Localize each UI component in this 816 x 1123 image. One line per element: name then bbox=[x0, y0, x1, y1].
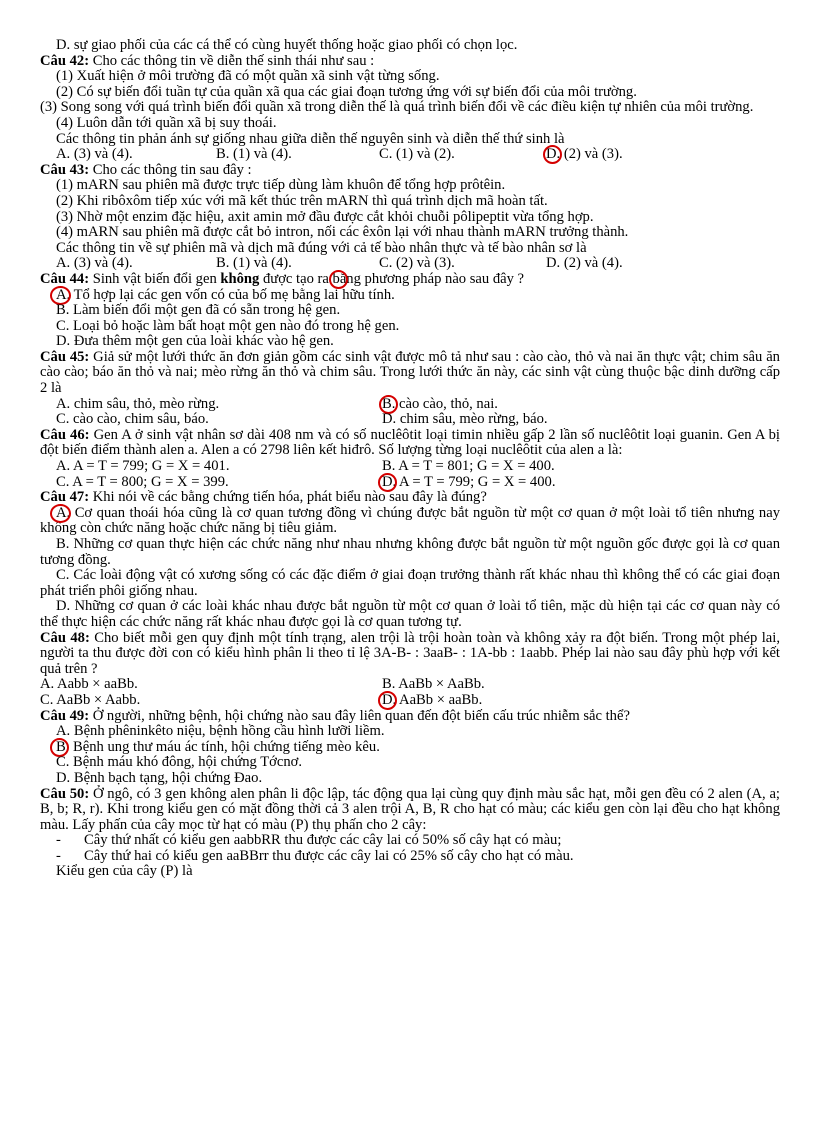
q48-option-a: A. Aabb × aaBb. bbox=[40, 676, 138, 693]
question-48-stem bbox=[40, 631, 780, 678]
exam-page bbox=[40, 38, 780, 880]
question-46-label: Câu 46: bbox=[40, 426, 90, 443]
question-48-text: Cho biết mỗi gen quy định một tính trạng, alen trội là trội hoàn toàn và không xảy ra đột biến. Trong một phép lai, người ta thu được đời con có kiểu hình phân li theo tỉ lệ 3A-B- : 3aaB- : 1A-bb : 1aabb. Phép lai nào sau đây phù hợp với kết quả trên ? bbox=[40, 629, 780, 677]
q45-option-c: C. cào cào, chim sâu, báo. bbox=[56, 411, 209, 428]
question-49-label: Câu 49: bbox=[40, 707, 90, 724]
q45-options-row-2 bbox=[40, 412, 780, 428]
question-44-keyword: không bbox=[220, 270, 260, 287]
q47-option-b: B. Những cơ quan thực hiện các chức năng như nhau nhưng không được bắt nguồn từ một nguồn gốc được gọi là cơ quan tương đồng. bbox=[40, 536, 780, 568]
q50-point-2-text: Cây thứ hai có kiểu gen aaBBrr thu được các cây lai có 25% số cây cho hạt có màu. bbox=[84, 847, 574, 864]
q48-options-row-2 bbox=[40, 693, 780, 709]
question-46-stem bbox=[40, 428, 780, 459]
q42-question: Các thông tin phản ánh sự giống nhau giữa diễn thế nguyên sinh và diễn thế thứ sinh là bbox=[56, 130, 565, 147]
question-45-text: Giả sử một lưới thức ăn đơn giản gồm các sinh vật được mô tả như sau : cào cào, thỏ và nai ăn thực vật; chim sâu ăn cào cào; báo ăn thỏ và nai; mèo rừng ăn thỏ và chim sâu. Trong lưới thức ăn này, các sinh vật cùng thuộc bậc dinh dưỡng cấp 2 là bbox=[40, 348, 780, 397]
q43-statement-2: (2) Khi ribôxôm tiếp xúc với mã kết thúc trên mARN thì quá trình dịch mã hoàn tất. bbox=[56, 192, 548, 209]
q48-option-b: B. AaBb × AaBb. bbox=[382, 676, 485, 693]
q43-option-a: A. (3) và (4). bbox=[56, 255, 133, 272]
q42-options bbox=[40, 147, 780, 163]
q46-options-row-1 bbox=[40, 459, 780, 475]
q48-option-d: D. AaBb × aaBb. bbox=[382, 693, 482, 709]
q43-statement-3: (3) Nhờ một enzim đặc hiệu, axit amin mở đầu được cắt khỏi chuỗi pôlipeptit vừa tổng hợp. bbox=[56, 208, 594, 225]
q47-option-d: D. Những cơ quan ở các loài khác nhau được bắt nguồn từ một cơ quan ở loài tổ tiên, mặc dù hiện tại các cơ quan này có thể thực hiện các chức năng rất khác nhau được gọi là cơ quan tương tự. bbox=[40, 598, 780, 630]
question-43-label: Câu 43: bbox=[40, 161, 90, 178]
bullet-dash: - bbox=[56, 847, 61, 864]
q50-point-1-text: Cây thứ nhất có kiểu gen aabbRR thu được các cây lai có 50% số cây hạt có màu; bbox=[84, 832, 562, 849]
q42-option-c: C. (1) và (2). bbox=[379, 146, 455, 163]
q43-statement-4: (4) mARN sau phiên mã được cắt bỏ intron, nối các êxôn lại với nhau thành mARN trưởng thành. bbox=[56, 224, 629, 241]
question-45-label: Câu 45: bbox=[40, 348, 90, 365]
question-46-text: Gen A ở sinh vật nhân sơ dài 408 nm và có số nuclêôtit loại timin nhiều gấp 2 lần số nuclêôtit loại guanin. Gen A bị đột biến điểm thành alen a. Alen a có 2798 liên kết hiđrô. Số lượng từng loại nuclêôtit của alen a là: bbox=[40, 426, 780, 459]
q42-statement-1: (1) Xuất hiện ở môi trường đã có một quần xã sinh vật từng sống. bbox=[56, 68, 440, 85]
q48-option-c: C. AaBb × Aabb. bbox=[40, 691, 141, 708]
q45-option-d: D. chim sâu, mèo rừng, báo. bbox=[382, 411, 548, 428]
question-50-label: Câu 50: bbox=[40, 785, 90, 802]
q49-option-b: B. Bệnh ung thư máu ác tính, hội chứng tiếng mèo kêu. bbox=[40, 740, 780, 756]
q42-option-b: B. (1) và (4). bbox=[216, 146, 292, 163]
question-44-text-post: được tạo ra bằng phương pháp nào sau đây ? bbox=[259, 270, 525, 287]
q41-option-d: D. sự giao phối của các cá thể có cùng huyết thống hoặc giao phối có chọn lọc. bbox=[56, 37, 518, 53]
q43-question: Các thông tin về sự phiên mã và dịch mã đúng với cả tế bào nhân thực và tế bào nhân sơ là bbox=[56, 239, 587, 256]
q45-options-row-1 bbox=[40, 397, 780, 413]
q49-option-d: D. Bệnh bạch tạng, hội chứng Đao. bbox=[56, 769, 263, 786]
question-45-stem bbox=[40, 350, 780, 397]
q46-option-b: B. A = T = 801; G = X = 400. bbox=[382, 458, 555, 475]
question-43-text: Cho các thông tin sau đây : bbox=[89, 161, 252, 178]
question-49-text: Ở người, những bệnh, hội chứng nào sau đây liên quan đến đột biến cấu trúc nhiễm sắc thể? bbox=[89, 707, 630, 724]
question-50-stem bbox=[40, 787, 780, 834]
q45-option-a: A. chim sâu, thỏ, mèo rừng. bbox=[56, 395, 220, 412]
q43-option-b: B. (1) và (4). bbox=[216, 255, 292, 272]
question-42-stem bbox=[40, 54, 780, 70]
q43-statement-1: (1) mARN sau phiên mã được trực tiếp dùng làm khuôn để tổng hợp prôtêin. bbox=[56, 177, 506, 194]
question-47-stem bbox=[40, 490, 780, 506]
q49-option-c: C. Bệnh máu khó đông, hội chứng Tớcnơ. bbox=[56, 754, 303, 771]
question-44-label: Câu 44: bbox=[40, 270, 90, 287]
q49-option-a: A. Bệnh phêninkêto niệu, bệnh hồng cầu hình lưỡi liềm. bbox=[56, 723, 385, 740]
question-44-stem bbox=[40, 272, 780, 288]
question-49-stem bbox=[40, 709, 780, 725]
q47-option-a: A. Cơ quan thoái hóa cũng là cơ quan tương đồng vì chúng được bắt nguồn từ một cơ quan ở một loài tổ tiên nhưng nay không còn chức năng hoặc chức năng bị tiêu giảm. bbox=[40, 504, 780, 537]
q44-option-c: C. Loại bỏ hoặc làm bất hoạt một gen nào đó trong hệ gen. bbox=[56, 317, 400, 334]
q45-option-b: B. cào cào, thỏ, nai. bbox=[382, 397, 498, 413]
q48-options-row-1 bbox=[40, 677, 780, 693]
question-47-label: Câu 47: bbox=[40, 489, 90, 506]
q44-option-d: D. Đưa thêm một gen của loài khác vào hệ gen. bbox=[56, 333, 334, 350]
question-44-text-pre: Sinh vật biến đổi gen bbox=[89, 270, 221, 287]
question-48-label: Câu 48: bbox=[40, 629, 90, 646]
q50-point-1 bbox=[40, 833, 780, 849]
q46-option-c: C. A = T = 800; G = X = 399. bbox=[56, 473, 229, 490]
q50-point-2 bbox=[40, 849, 780, 865]
q46-option-a: A. A = T = 799; G = X = 401. bbox=[56, 458, 230, 475]
q47-option-c: C. Các loài động vật có xương sống có các đặc điểm ở giai đoạn trưởng thành rất khác nhau thì không thể có các giai đoạn phát triển phôi giống nhau. bbox=[40, 567, 780, 599]
q42-statement-3: (3) Song song với quá trình biến đổi quần xã trong diễn thế là quá trình biến đổi về các điều kiện tự nhiên của môi trường. bbox=[40, 99, 754, 116]
q42-option-d: D. (2) và (3). bbox=[546, 147, 623, 163]
answer-circle-mark bbox=[50, 504, 71, 523]
question-50-text: Ở ngô, có 3 gen không alen phân li độc lập, tác động qua lại cùng quy định màu sắc hạt, mỗi gen đều có 2 alen (A, a; B, b; R, r). Khi trong kiểu gen có mặt đồng thời cả 3 alen trội A, B, R cho hạt có màu; các kiểu gen còn lại đều cho hạt không màu. Lấy phấn của cây mọc từ hạt có màu (P) thụ phấn cho 2 cây: bbox=[40, 785, 780, 833]
question-42-label: Câu 42: bbox=[40, 52, 90, 69]
q42-option-a: A. (3) và (4). bbox=[56, 146, 133, 163]
bullet-dash: - bbox=[56, 832, 61, 849]
question-42-text: Cho các thông tin về diễn thế sinh thái như sau : bbox=[89, 52, 375, 69]
q42-statement-4: (4) Luôn dẫn tới quần xã bị suy thoái. bbox=[56, 114, 277, 131]
q43-option-c: C. (2) và (3). bbox=[379, 255, 455, 272]
q43-option-d: D. (2) và (4). bbox=[546, 255, 623, 272]
question-47-text: Khi nói về các bằng chứng tiến hóa, phát biểu nào sau đây là đúng? bbox=[89, 489, 487, 506]
q46-option-d: D. A = T = 799; G = X = 400. bbox=[382, 475, 555, 491]
q46-options-row-2 bbox=[40, 475, 780, 491]
q43-options bbox=[40, 256, 780, 272]
q44-option-a: A. Tổ hợp lại các gen vốn có của bố mẹ bằng lai hữu tính. bbox=[40, 288, 780, 304]
q50-question: Kiểu gen của cây (P) là bbox=[56, 863, 193, 880]
q44-option-b: B. Làm biến đổi một gen đã có sẵn trong hệ gen. bbox=[56, 302, 341, 319]
q42-statement-2: (2) Có sự biến đổi tuần tự của quần xã qua các giai đoạn tương ứng với sự biến đổi của môi trường. bbox=[56, 83, 637, 100]
question-43-stem bbox=[40, 163, 780, 179]
